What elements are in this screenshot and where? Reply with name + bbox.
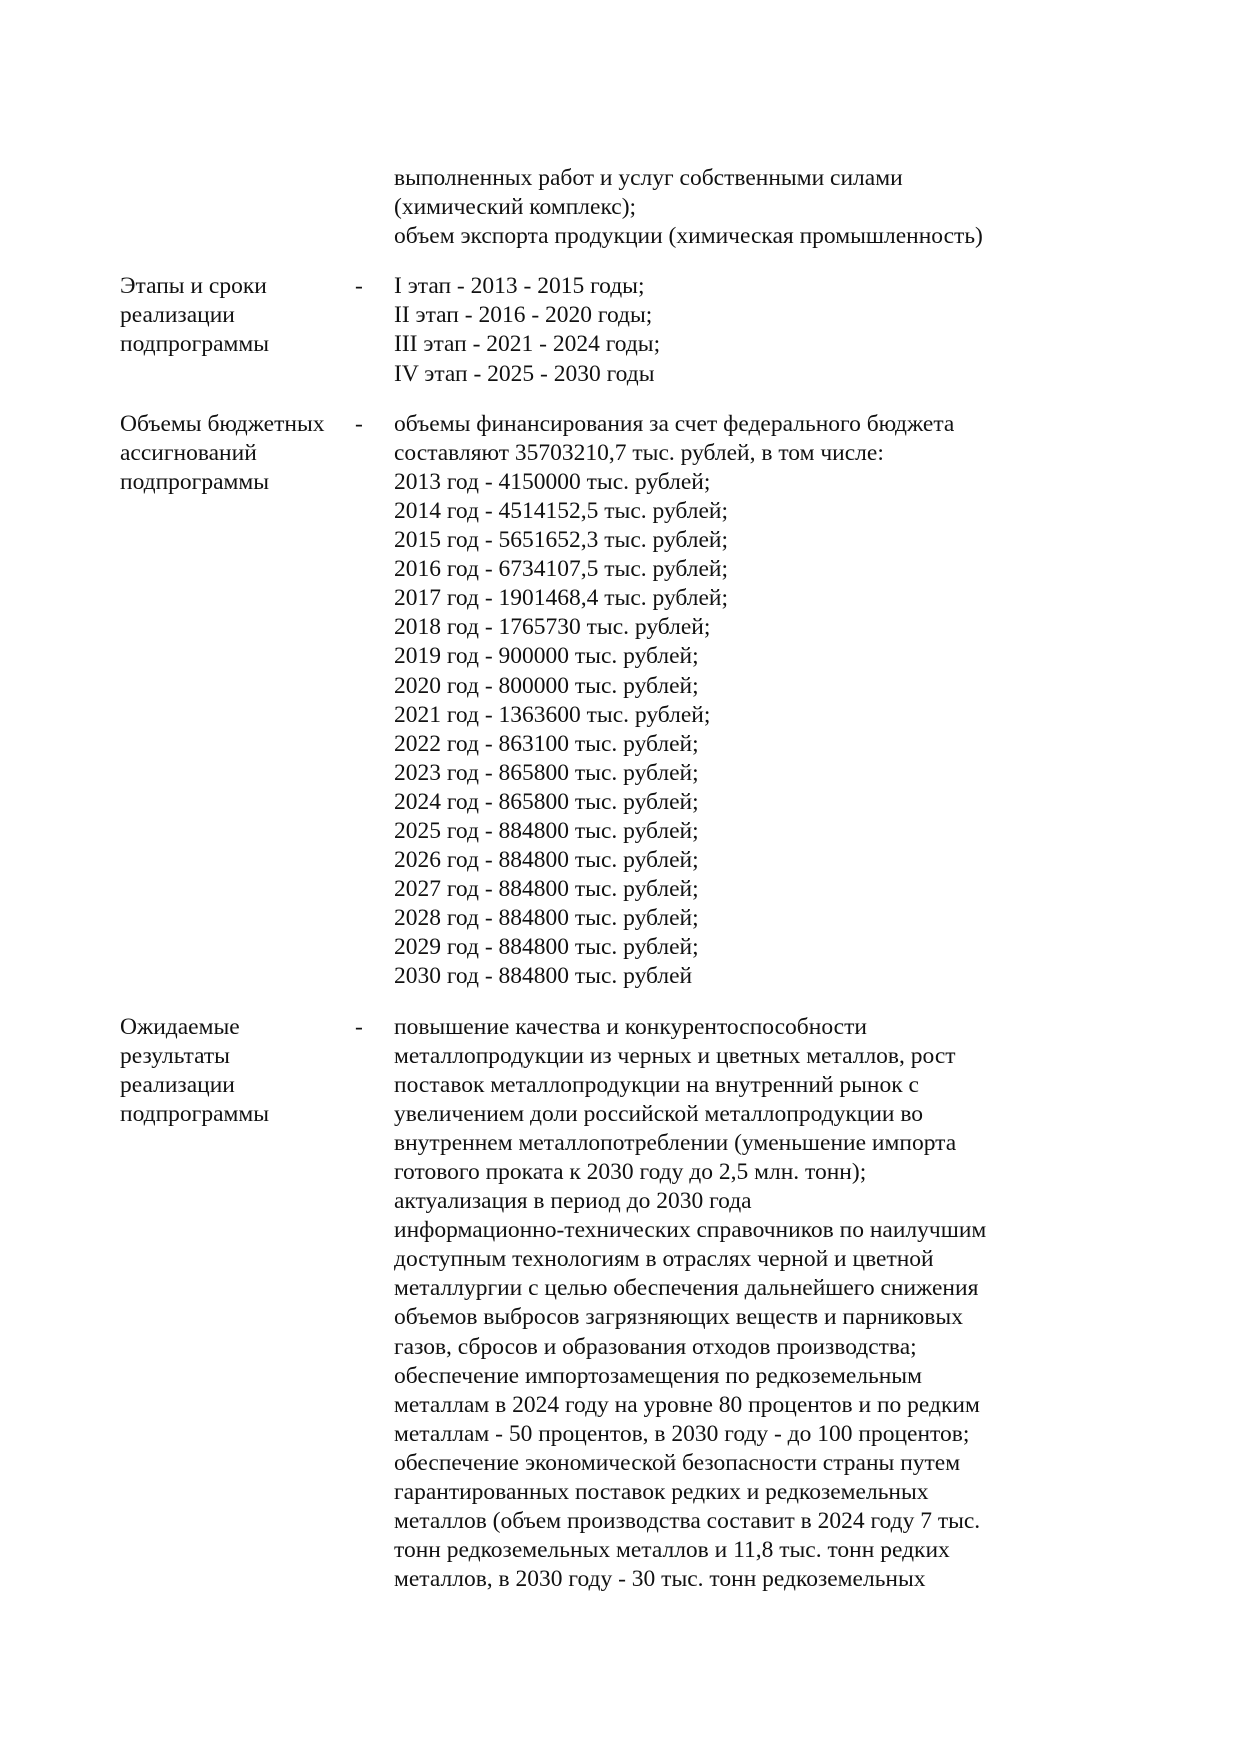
content-line: 2016 год - 6734107,5 тыс. рублей; (394, 556, 729, 583)
row-dash: - (355, 1013, 363, 1040)
content-line: 2023 год - 865800 тыс. рублей; (394, 759, 699, 786)
content-line: металлам - 50 процентов, в 2030 году - до 100 процентов; (394, 1420, 970, 1447)
content-line: металлургии с целью обеспечения дальнейшего снижения (394, 1275, 979, 1302)
content-line: 2025 год - 884800 тыс. рублей; (394, 817, 699, 844)
content-line: обеспечение импортозамещения по редкоземельным (394, 1362, 922, 1389)
passport-row (0, 410, 1240, 992)
row-label-line: подпрограммы (120, 468, 270, 495)
row-label-line: реализации (120, 1071, 235, 1098)
content-line: III этап - 2021 - 2024 годы; (394, 331, 661, 358)
content-line: I этап - 2013 - 2015 годы; (394, 273, 645, 300)
row-label-line: ассигнований (120, 439, 257, 466)
content-line: металлам в 2024 году на уровне 80 процентов и по редким (394, 1391, 980, 1418)
content-line: (химический комплекс); (394, 194, 637, 221)
content-line: металлопродукции из черных и цветных металлов, рост (394, 1042, 956, 1069)
row-label-line: подпрограммы (120, 1100, 270, 1127)
content-line: обеспечение экономической безопасности страны путем (394, 1449, 961, 1476)
content-line: металлов, в 2030 году - 30 тыс. тонн редкоземельных (394, 1566, 926, 1593)
content-line: 2018 год - 1765730 тыс. рублей; (394, 614, 711, 641)
document-page (0, 164, 1240, 1615)
row-label-line: результаты (120, 1042, 230, 1069)
row-label-line: подпрограммы (120, 331, 270, 358)
content-line: доступным технологиям в отраслях черной и цветной (394, 1246, 934, 1273)
content-line: объемы финансирования за счет федерального бюджета (394, 410, 955, 437)
content-line: актуализация в период до 2030 года (394, 1188, 752, 1215)
content-line: объем экспорта продукции (химическая промышленность) (394, 223, 983, 250)
passport-row (0, 1013, 1240, 1595)
row-label (120, 272, 350, 359)
content-line: объемов выбросов загрязняющих веществ и парниковых (394, 1304, 963, 1331)
content-line: газов, сбросов и образования отходов производства; (394, 1333, 917, 1360)
content-line: 2017 год - 1901468,4 тыс. рублей; (394, 585, 729, 612)
row-label-line: Этапы и сроки (120, 273, 267, 300)
content-line: 2030 год - 884800 тыс. рублей (394, 963, 693, 990)
passport-row (0, 164, 1240, 251)
content-line: повышение качества и конкурентоспособности (394, 1013, 867, 1040)
content-line: 2015 год - 5651652,3 тыс. рублей; (394, 527, 729, 554)
row-label (120, 410, 350, 497)
row-label-line: реализации (120, 302, 235, 329)
content-line: 2027 год - 884800 тыс. рублей; (394, 876, 699, 903)
content-line: 2019 год - 900000 тыс. рублей; (394, 643, 699, 670)
passport-row (0, 272, 1240, 388)
content-line: 2024 год - 865800 тыс. рублей; (394, 788, 699, 815)
content-line: 2022 год - 863100 тыс. рублей; (394, 730, 699, 757)
content-line: готового проката к 2030 году до 2,5 млн. тонн); (394, 1159, 867, 1185)
content-line: 2028 год - 884800 тыс. рублей; (394, 905, 699, 932)
content-line: поставок металлопродукции на внутренний рынок с (394, 1071, 919, 1098)
content-line: информационно-технических справочников по наилучшим (394, 1217, 987, 1244)
content-line: II этап - 2016 - 2020 годы; (394, 302, 653, 329)
content-line: 2026 год - 884800 тыс. рублей; (394, 847, 699, 874)
content-line: 2014 год - 4514152,5 тыс. рублей; (394, 497, 729, 524)
content-line: увеличением доли российской металлопродукции во (394, 1100, 924, 1127)
row-content (394, 1013, 1240, 1595)
content-line: тонн редкоземельных металлов и 11,8 тыс. тонн редких (394, 1537, 950, 1564)
content-line: 2013 год - 4150000 тыс. рублей; (394, 468, 711, 495)
content-line: металлов (объем производства составит в 2024 году 7 тыс. (394, 1508, 981, 1535)
row-content (394, 164, 1240, 251)
content-line: выполненных работ и услуг собственными силами (394, 165, 903, 191)
row-dash: - (355, 410, 363, 437)
content-line: 2021 год - 1363600 тыс. рублей; (394, 701, 711, 728)
content-line: гарантированных поставок редких и редкоземельных (394, 1479, 929, 1506)
content-line: составляют 35703210,7 тыс. рублей, в том числе: (394, 439, 884, 466)
content-line: внутреннем металлопотреблении (уменьшение импорта (394, 1129, 957, 1156)
row-label (120, 1013, 350, 1129)
content-line: 2020 год - 800000 тыс. рублей; (394, 672, 699, 699)
row-label-line: Ожидаемые (120, 1013, 240, 1040)
row-label-line: Объемы бюджетных (120, 410, 325, 437)
row-content (394, 410, 1240, 992)
row-content (394, 272, 1240, 388)
content-line: IV этап - 2025 - 2030 годы (394, 360, 655, 387)
content-line: 2029 год - 884800 тыс. рублей; (394, 934, 699, 961)
row-dash: - (355, 273, 363, 300)
